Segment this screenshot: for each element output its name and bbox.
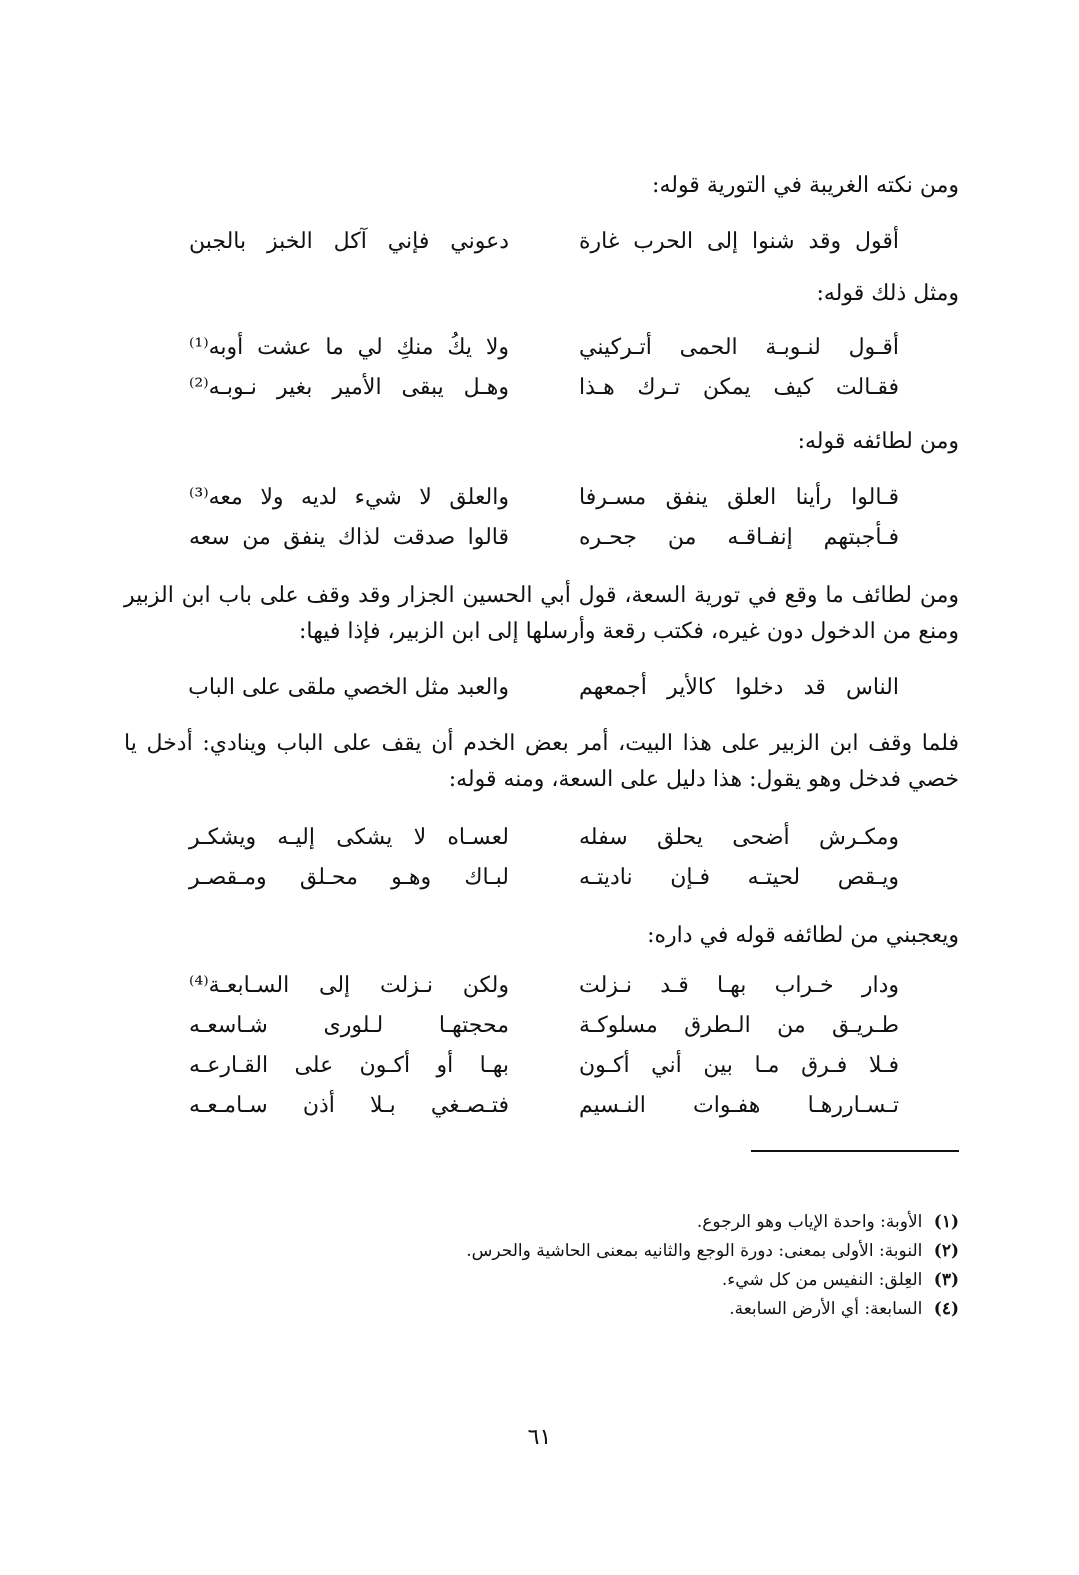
verse-line — [129, 1046, 959, 1086]
verse-line — [129, 222, 959, 262]
paragraph-his-house: ويعجبني من لطائفه قوله في داره: — [647, 923, 959, 948]
verse-group-2 — [129, 328, 959, 408]
verse-second-hemistich: فتـصـغي بـلا أذن سـامـعـه — [189, 1093, 509, 1118]
verse-first-hemistich: أقـول لنـوبـة الحمى أتـركيني — [579, 335, 899, 360]
footnote-4 — [129, 1295, 959, 1324]
paragraph-subtleties: ومن لطائفه قوله: — [797, 429, 959, 454]
verse-line — [129, 668, 959, 708]
verse-group-6 — [129, 966, 959, 1126]
page-number: ٦١ — [527, 1425, 552, 1450]
verse-line — [129, 818, 959, 858]
verse-first-hemistich: الناس قد دخلوا كالأير أجمعهم — [579, 675, 899, 700]
paragraph-al-jazzar-story: ومن لطائف ما وقع في تورية السعة، قول أبي الحسين الجزار وقد وقف على باب ابن الزبير ومنع من الدخول دون غيره، فكتب رقعة وأرسلها إلى ابن الزبير، فإذا فيها: — [124, 583, 959, 644]
verse-line — [129, 1086, 959, 1126]
verse-first-hemistich: فـلا فـرق مـا بين أني أكـون — [579, 1053, 899, 1078]
footnote-text: النوبة: الأولى بمعنى: دورة الوجع والثانيه بمعنى الحاشية والحرس. — [466, 1241, 923, 1261]
footnote-number: (٤) — [933, 1299, 959, 1319]
verse-line — [129, 966, 959, 1006]
verse-line — [129, 478, 959, 518]
verse-first-hemistich: ويـقص لحيتـه فـإن ناديتـه — [579, 865, 899, 890]
verse-first-hemistich: فـأجبتهم إنفـاقـه من جحـره — [579, 525, 899, 550]
footnote-divider — [751, 1150, 959, 1152]
verse-second-hemistich: قالوا صدقت لذاك ينفق من سعه — [189, 525, 509, 550]
verse-second-hemistich: لعسـاه لا يشكى إليـه ويشكـر — [189, 825, 509, 850]
verse-line — [129, 1006, 959, 1046]
verse-line — [129, 328, 959, 368]
footnote-text: السابعة: أي الأرض السابعة. — [729, 1299, 923, 1319]
verse-second-hemistich: دعوني فإني آكل الخبز بالجبن — [189, 229, 509, 254]
verse-first-hemistich: أقول وقد شنوا إلى الحرب غارة — [579, 229, 899, 254]
verse-second-hemistich: ولكن نـزلت إلى السـابعـة⁽⁴⁾ — [189, 973, 509, 998]
verse-group-4 — [129, 668, 959, 708]
verse-second-hemistich: محجتهـا لـلورى شـاسعـه — [189, 1013, 509, 1038]
verse-first-hemistich: تـسـاررهـا هفـوات النـسيم — [579, 1093, 899, 1118]
verse-group-3 — [129, 478, 959, 558]
verse-group-5 — [129, 818, 959, 898]
verse-first-hemistich: طـريـق من الـطرق مسلوكـة — [579, 1013, 899, 1038]
verse-line — [129, 368, 959, 408]
footnote-1 — [129, 1208, 959, 1237]
verse-line — [129, 518, 959, 558]
verse-first-hemistich: ومكـرش أضحى يحلق سفله — [579, 825, 899, 850]
verse-group-1 — [129, 222, 959, 262]
verse-second-hemistich: والعلق لا شيء لديه ولا معه⁽³⁾ — [189, 485, 509, 510]
verse-first-hemistich: ودار خـراب بهـا قـد نـزلت — [579, 973, 899, 998]
verse-second-hemistich: ولا يكُ منكِ لي ما عشت أوبه⁽¹⁾ — [189, 335, 509, 360]
footnote-number: (٢) — [933, 1241, 959, 1261]
paragraph-similar: ومثل ذلك قوله: — [816, 281, 959, 306]
verse-second-hemistich: لبـاك وهـو محـلق ومـقصـر — [189, 865, 509, 890]
footnote-number: (٣) — [933, 1270, 959, 1290]
verse-second-hemistich: وهـل يبقى الأمير بغير نـوبـه⁽²⁾ — [189, 375, 509, 400]
paragraph-ibn-zubair: فلما وقف ابن الزبير على هذا البيت، أمر بعض الخدم أن يقف على الباب وينادي: أدخل يا خصي فدخل وهو يقول: هذا دليل على السعة، ومنه قوله: — [124, 731, 959, 792]
verse-first-hemistich: قـالوا رأينا العلق ينفق مسـرفا — [579, 485, 899, 510]
paragraph-intro-tawriya: ومن نكته الغريبة في التورية قوله: — [652, 173, 959, 198]
verse-second-hemistich: والعبد مثل الخصي ملقى على الباب — [188, 675, 509, 700]
verse-first-hemistich: فقـالت كيف يمكن تـرك هـذا — [579, 375, 899, 400]
verse-second-hemistich: بهـا أو أكـون على القـارعـه — [189, 1053, 509, 1078]
footnote-text: الأوبة: واحدة الإياب وهو الرجوع. — [696, 1212, 923, 1232]
footnote-text: العِلق: النفيس من كل شيء. — [721, 1270, 923, 1290]
footnotes — [129, 1208, 959, 1324]
footnote-2 — [129, 1237, 959, 1266]
verse-line — [129, 858, 959, 898]
footnote-number: (١) — [933, 1212, 959, 1232]
footnote-3 — [129, 1266, 959, 1295]
